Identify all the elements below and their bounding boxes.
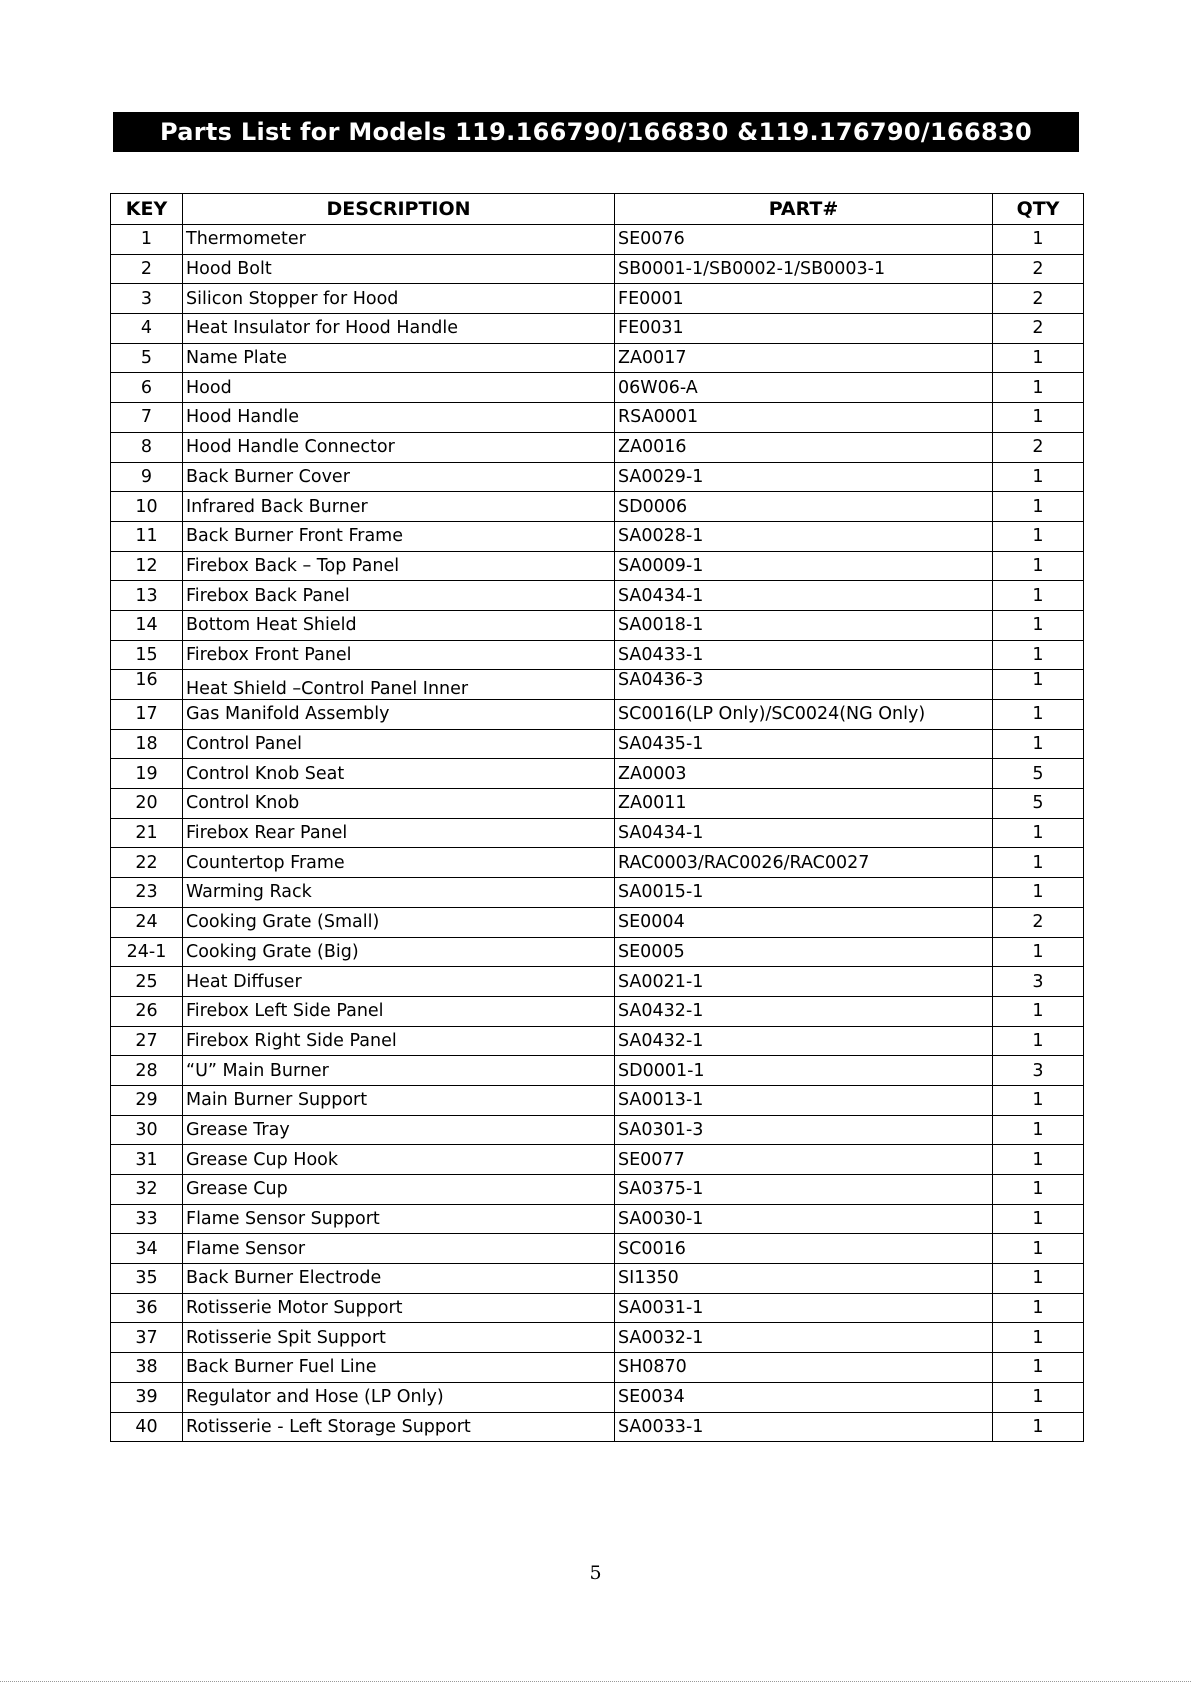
cell-description: Hood — [183, 373, 615, 403]
cell-description: Grease Cup Hook — [183, 1145, 615, 1175]
cell-description: Hood Bolt — [183, 254, 615, 284]
cell-key: 7 — [111, 403, 183, 433]
table-row — [111, 551, 1084, 581]
cell-qty: 1 — [993, 937, 1084, 967]
cell-key: 22 — [111, 848, 183, 878]
table-row — [111, 373, 1084, 403]
cell-key: 31 — [111, 1145, 183, 1175]
table-row — [111, 521, 1084, 551]
table-row — [111, 610, 1084, 640]
table-row — [111, 1234, 1084, 1264]
table-row — [111, 937, 1084, 967]
cell-part: SA0433-1 — [615, 640, 993, 670]
cell-key: 15 — [111, 640, 183, 670]
cell-description: Countertop Frame — [183, 848, 615, 878]
table-row — [111, 1293, 1084, 1323]
cell-part: SA0033-1 — [615, 1412, 993, 1442]
cell-key: 20 — [111, 789, 183, 819]
cell-qty: 1 — [993, 225, 1084, 255]
cell-qty: 1 — [993, 1234, 1084, 1264]
cell-description: Back Burner Cover — [183, 462, 615, 492]
cell-key: 21 — [111, 818, 183, 848]
cell-qty: 1 — [993, 996, 1084, 1026]
cell-key: 26 — [111, 996, 183, 1026]
cell-description: Hood Handle Connector — [183, 432, 615, 462]
cell-key: 17 — [111, 700, 183, 730]
cell-part: SA0030-1 — [615, 1204, 993, 1234]
cell-part: SH0870 — [615, 1353, 993, 1383]
cell-description: “U” Main Burner — [183, 1056, 615, 1086]
cell-qty: 1 — [993, 1085, 1084, 1115]
table-row — [111, 1056, 1084, 1086]
cell-part: SA0434-1 — [615, 581, 993, 611]
cell-description: Control Knob — [183, 789, 615, 819]
cell-description: Back Burner Electrode — [183, 1264, 615, 1294]
cell-qty: 1 — [993, 1145, 1084, 1175]
cell-description: Rotisserie Spit Support — [183, 1323, 615, 1353]
bottom-divider — [0, 1681, 1191, 1682]
cell-key: 10 — [111, 492, 183, 522]
cell-qty: 1 — [993, 1204, 1084, 1234]
cell-part: SC0016(LP Only)/SC0024(NG Only) — [615, 700, 993, 730]
cell-description: Rotisserie Motor Support — [183, 1293, 615, 1323]
cell-part: SA0301-3 — [615, 1115, 993, 1145]
cell-qty: 1 — [993, 700, 1084, 730]
cell-part: SE0077 — [615, 1145, 993, 1175]
cell-qty: 1 — [993, 1293, 1084, 1323]
cell-part: SB0001-1/SB0002-1/SB0003-1 — [615, 254, 993, 284]
cell-key: 34 — [111, 1234, 183, 1264]
cell-part: FE0031 — [615, 314, 993, 344]
cell-part: ZA0017 — [615, 343, 993, 373]
cell-key: 30 — [111, 1115, 183, 1145]
cell-qty: 2 — [993, 432, 1084, 462]
cell-qty: 5 — [993, 759, 1084, 789]
cell-part: SA0028-1 — [615, 521, 993, 551]
table-row — [111, 1323, 1084, 1353]
cell-description: Firebox Rear Panel — [183, 818, 615, 848]
cell-qty: 1 — [993, 1353, 1084, 1383]
cell-qty: 1 — [993, 551, 1084, 581]
cell-qty: 2 — [993, 284, 1084, 314]
table-row — [111, 432, 1084, 462]
cell-part: SA0021-1 — [615, 967, 993, 997]
cell-qty: 1 — [993, 818, 1084, 848]
cell-description: Rotisserie - Left Storage Support — [183, 1412, 615, 1442]
cell-qty: 1 — [993, 373, 1084, 403]
table-row — [111, 1175, 1084, 1205]
cell-description: Back Burner Front Frame — [183, 521, 615, 551]
cell-description: Thermometer — [183, 225, 615, 255]
cell-description: Hood Handle — [183, 403, 615, 433]
page-title: Parts List for Models 119.166790/166830 &119.176790/166830 — [113, 112, 1079, 152]
cell-qty: 1 — [993, 1115, 1084, 1145]
table-header-row — [111, 194, 1084, 225]
cell-part: SA0435-1 — [615, 729, 993, 759]
cell-key: 8 — [111, 432, 183, 462]
table-row — [111, 1353, 1084, 1383]
table-row — [111, 967, 1084, 997]
cell-description: Grease Cup — [183, 1175, 615, 1205]
cell-key: 24-1 — [111, 937, 183, 967]
cell-key: 3 — [111, 284, 183, 314]
cell-part: ZA0011 — [615, 789, 993, 819]
table-row — [111, 343, 1084, 373]
parts-table — [110, 193, 1084, 1442]
cell-qty: 1 — [993, 610, 1084, 640]
cell-qty: 2 — [993, 254, 1084, 284]
cell-description: Heat Insulator for Hood Handle — [183, 314, 615, 344]
cell-description: Flame Sensor — [183, 1234, 615, 1264]
cell-qty: 1 — [993, 462, 1084, 492]
cell-qty: 2 — [993, 314, 1084, 344]
cell-qty: 1 — [993, 492, 1084, 522]
table-row — [111, 700, 1084, 730]
table-row — [111, 848, 1084, 878]
column-header-key: KEY — [111, 194, 183, 225]
cell-key: 2 — [111, 254, 183, 284]
cell-part: SI1350 — [615, 1264, 993, 1294]
cell-qty: 1 — [993, 670, 1084, 700]
table-row — [111, 640, 1084, 670]
cell-key: 9 — [111, 462, 183, 492]
cell-description: Cooking Grate (Small) — [183, 907, 615, 937]
cell-key: 19 — [111, 759, 183, 789]
cell-description: Bottom Heat Shield — [183, 610, 615, 640]
cell-part: SA0436-3 — [615, 670, 993, 700]
cell-part: RAC0003/RAC0026/RAC0027 — [615, 848, 993, 878]
cell-key: 5 — [111, 343, 183, 373]
cell-part: SE0076 — [615, 225, 993, 255]
cell-key: 16 — [111, 670, 183, 700]
cell-part: RSA0001 — [615, 403, 993, 433]
cell-key: 38 — [111, 1353, 183, 1383]
cell-qty: 1 — [993, 1026, 1084, 1056]
cell-part: SA0009-1 — [615, 551, 993, 581]
cell-description: Firebox Back Panel — [183, 581, 615, 611]
cell-description: Silicon Stopper for Hood — [183, 284, 615, 314]
table-row — [111, 1382, 1084, 1412]
table-row — [111, 1264, 1084, 1294]
column-header-description: DESCRIPTION — [183, 194, 615, 225]
cell-part: ZA0016 — [615, 432, 993, 462]
cell-description: Gas Manifold Assembly — [183, 700, 615, 730]
cell-part: SE0004 — [615, 907, 993, 937]
cell-qty: 1 — [993, 1412, 1084, 1442]
table-row — [111, 492, 1084, 522]
cell-part: ZA0003 — [615, 759, 993, 789]
cell-description: Firebox Left Side Panel — [183, 996, 615, 1026]
cell-part: SA0031-1 — [615, 1293, 993, 1323]
cell-description: Firebox Front Panel — [183, 640, 615, 670]
cell-description: Back Burner Fuel Line — [183, 1353, 615, 1383]
table-row — [111, 1145, 1084, 1175]
table-row — [111, 462, 1084, 492]
table-row — [111, 314, 1084, 344]
cell-key: 27 — [111, 1026, 183, 1056]
cell-qty: 1 — [993, 848, 1084, 878]
cell-qty: 1 — [993, 1264, 1084, 1294]
cell-description: Infrared Back Burner — [183, 492, 615, 522]
cell-description: Heat Diffuser — [183, 967, 615, 997]
cell-part: SA0432-1 — [615, 1026, 993, 1056]
cell-part: SA0375-1 — [615, 1175, 993, 1205]
table-row — [111, 759, 1084, 789]
cell-key: 40 — [111, 1412, 183, 1442]
cell-description: Name Plate — [183, 343, 615, 373]
cell-part: SA0432-1 — [615, 996, 993, 1026]
cell-key: 35 — [111, 1264, 183, 1294]
cell-description: Warming Rack — [183, 878, 615, 908]
cell-description: Flame Sensor Support — [183, 1204, 615, 1234]
cell-description: Heat Shield –Control Panel Inner — [183, 670, 615, 700]
table-row — [111, 670, 1084, 700]
table-row — [111, 403, 1084, 433]
cell-part: 06W06-A — [615, 373, 993, 403]
cell-key: 4 — [111, 314, 183, 344]
cell-description: Control Panel — [183, 729, 615, 759]
table-row — [111, 581, 1084, 611]
cell-key: 12 — [111, 551, 183, 581]
cell-key: 14 — [111, 610, 183, 640]
cell-key: 29 — [111, 1085, 183, 1115]
cell-description: Cooking Grate (Big) — [183, 937, 615, 967]
column-header-part: PART# — [615, 194, 993, 225]
table-row — [111, 284, 1084, 314]
cell-key: 6 — [111, 373, 183, 403]
cell-description: Main Burner Support — [183, 1085, 615, 1115]
table-row — [111, 1026, 1084, 1056]
cell-key: 39 — [111, 1382, 183, 1412]
cell-description: Firebox Back – Top Panel — [183, 551, 615, 581]
table-row — [111, 254, 1084, 284]
cell-part: SA0029-1 — [615, 462, 993, 492]
cell-part: SE0034 — [615, 1382, 993, 1412]
cell-part: SD0001-1 — [615, 1056, 993, 1086]
table-row — [111, 225, 1084, 255]
table-row — [111, 878, 1084, 908]
cell-qty: 1 — [993, 640, 1084, 670]
cell-key: 11 — [111, 521, 183, 551]
cell-part: SC0016 — [615, 1234, 993, 1264]
cell-key: 24 — [111, 907, 183, 937]
cell-key: 18 — [111, 729, 183, 759]
cell-qty: 3 — [993, 967, 1084, 997]
table-row — [111, 1412, 1084, 1442]
cell-qty: 1 — [993, 1382, 1084, 1412]
cell-description: Control Knob Seat — [183, 759, 615, 789]
cell-description: Firebox Right Side Panel — [183, 1026, 615, 1056]
table-row — [111, 907, 1084, 937]
cell-qty: 1 — [993, 581, 1084, 611]
table-row — [111, 818, 1084, 848]
cell-key: 1 — [111, 225, 183, 255]
cell-part: SA0015-1 — [615, 878, 993, 908]
table-body — [111, 225, 1084, 1442]
cell-key: 23 — [111, 878, 183, 908]
cell-key: 25 — [111, 967, 183, 997]
cell-qty: 2 — [993, 907, 1084, 937]
table-row — [111, 729, 1084, 759]
cell-key: 13 — [111, 581, 183, 611]
cell-key: 36 — [111, 1293, 183, 1323]
cell-qty: 1 — [993, 521, 1084, 551]
cell-part: SE0005 — [615, 937, 993, 967]
cell-part: SA0434-1 — [615, 818, 993, 848]
table-row — [111, 1115, 1084, 1145]
cell-key: 33 — [111, 1204, 183, 1234]
cell-key: 37 — [111, 1323, 183, 1353]
cell-part: SA0018-1 — [615, 610, 993, 640]
cell-key: 28 — [111, 1056, 183, 1086]
cell-description: Regulator and Hose (LP Only) — [183, 1382, 615, 1412]
cell-part: SA0013-1 — [615, 1085, 993, 1115]
table-row — [111, 789, 1084, 819]
table-row — [111, 1204, 1084, 1234]
cell-qty: 5 — [993, 789, 1084, 819]
cell-qty: 3 — [993, 1056, 1084, 1086]
table-row — [111, 996, 1084, 1026]
cell-part: FE0001 — [615, 284, 993, 314]
cell-part: SD0006 — [615, 492, 993, 522]
cell-key: 32 — [111, 1175, 183, 1205]
cell-qty: 1 — [993, 403, 1084, 433]
cell-part: SA0032-1 — [615, 1323, 993, 1353]
cell-qty: 1 — [993, 1323, 1084, 1353]
cell-qty: 1 — [993, 1175, 1084, 1205]
table-row — [111, 1085, 1084, 1115]
cell-description: Grease Tray — [183, 1115, 615, 1145]
page-number: 5 — [589, 1562, 602, 1584]
cell-qty: 1 — [993, 878, 1084, 908]
column-header-qty: QTY — [993, 194, 1084, 225]
cell-qty: 1 — [993, 729, 1084, 759]
cell-qty: 1 — [993, 343, 1084, 373]
